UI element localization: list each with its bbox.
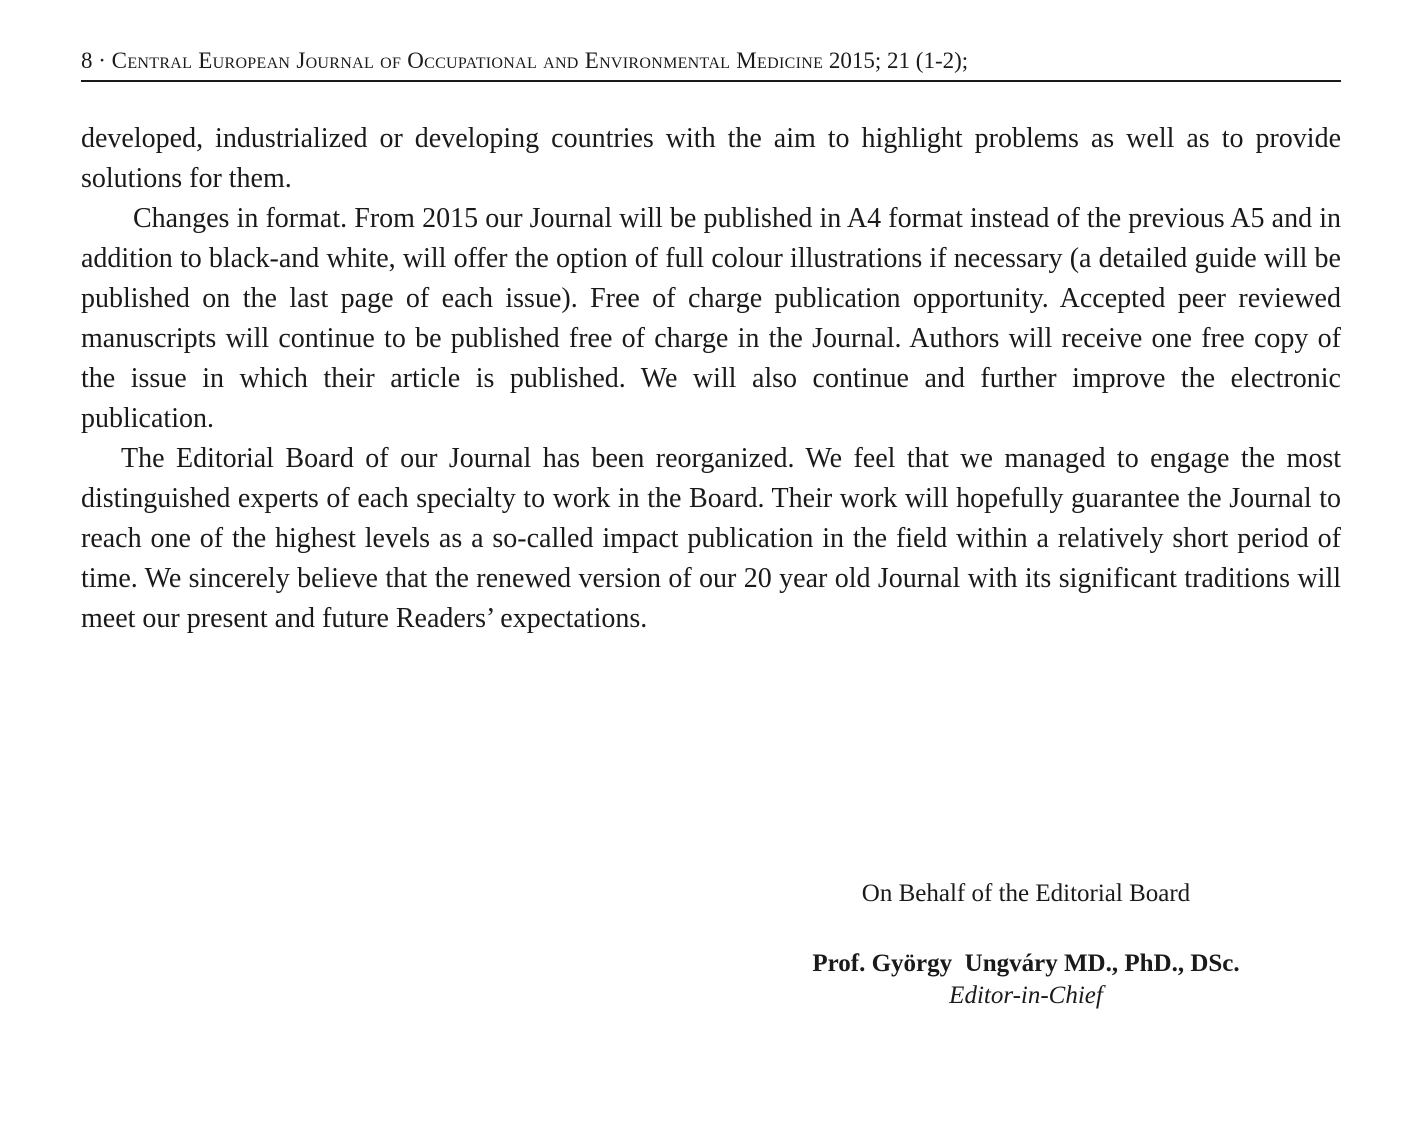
running-header <box>81 40 1341 82</box>
signer-name: Prof. György Ungváry MD., PhD., DSc. <box>812 950 1240 977</box>
signer-role: Editor-in-Chief <box>949 982 1103 1009</box>
paragraph-editorial-board: The Editorial Board of our Journal has been reorganized. We feel that we managed to engage the most distinguished experts of each specialty to work in the Board. Their work will hopefully guarantee the Journal to reach one of the highest levels as a so-called impact publication in the field within a relatively short period of time. We sincerely believe that the renewed version of our 20 year old Journal with its significant traditions will meet our present and future Readers’ expectations. <box>81 443 1341 634</box>
header-separator: · <box>92 48 112 73</box>
page-number: 8 <box>81 48 93 73</box>
on-behalf-line: On Behalf of the Editorial Board <box>861 880 1191 907</box>
journal-name: Central European Journal of Occupational and Environmental Medicine <box>111 48 824 73</box>
signoff-block <box>790 878 1262 1012</box>
running-header-text <box>81 46 968 76</box>
paragraph-continuation: developed, industrialized or developing countries with the aim to highlight problems as well as to provide solutions for them. <box>81 123 1341 194</box>
issue-info: 2015; 21 (1-2); <box>823 48 969 73</box>
paragraph-format-changes: Changes in format. From 2015 our Journal will be published in A4 format instead of the previous A5 and in addition to black-and white, will offer the option of full colour illustrations if necessary (a detailed guide will be published on the last page of each issue). Free of charge publication opportunity. Accepted peer reviewed manuscripts will continue to be published free of charge in the Journal. Authors will receive one free copy of the issue in which their article is published. We will also continue and further improve the electronic publication. <box>81 203 1341 434</box>
article-body <box>81 119 1341 639</box>
